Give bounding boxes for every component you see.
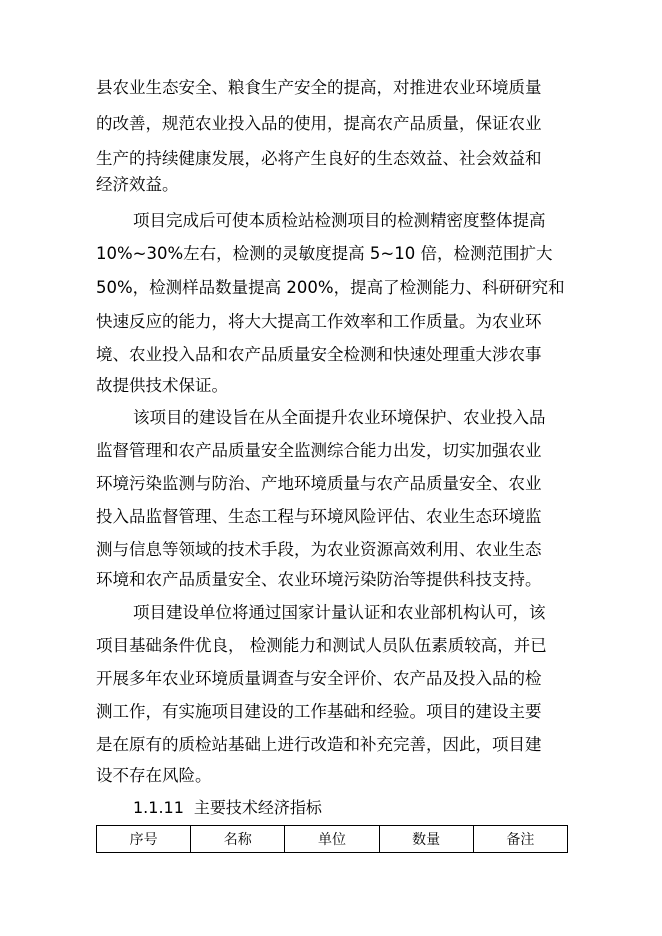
section-heading (133, 798, 322, 818)
paragraph-2-line-2: 10%~30%左右，检测的灵敏度提高 5~10 倍，检测范围扩大 (96, 244, 553, 263)
paragraph-4-line-1: 项目建设单位将通过国家计量认证和农业部机构认可，该 (133, 603, 546, 622)
paragraph-4-line-6: 设不存在风险。 (96, 766, 212, 785)
paragraph-2-line-3: 50%，检测样品数量提高 200%，提高了检测能力、科研研究和 (96, 278, 565, 297)
paragraph-4-line-3: 开展多年农业环境质量调查与安全评价、农产品及投入品的检 (96, 669, 542, 688)
paragraph-4-line-2: 项目基础条件优良， 检测能力和测试人员队伍素质较高，并已 (96, 636, 547, 655)
paragraph-3-line-3: 环境污染监测与防治、产地环境质量与农产品质量安全、农业 (96, 474, 542, 493)
technical-indicators-table (96, 825, 568, 853)
paragraph-2-line-4: 快速反应的能力，将大大提高工作效率和工作质量。为农业环 (96, 312, 542, 331)
paragraph-3-line-4: 投入品监督管理、生态工程与环境风险评估、农业生态环境监 (96, 507, 542, 526)
section-title: 主要技术经济指标 (193, 798, 322, 817)
paragraph-2-line-6: 故提供技术保证。 (96, 376, 228, 395)
section-number: 1.1.11 (133, 798, 184, 817)
column-header-quantity: 数量 (379, 826, 473, 853)
column-header-serial: 序号 (97, 826, 191, 853)
paragraph-4-line-5: 是在原有的质检站基础上进行改造和补充完善，因此，项目建 (96, 735, 542, 754)
paragraph-1-line-2: 的改善，规范农业投入品的使用，提高农产品质量，保证农业 (96, 114, 542, 133)
paragraph-3-line-6: 环境和农产品质量安全、农业环境污染防治等提供科技支持。 (96, 570, 542, 589)
column-header-remarks: 备注 (473, 826, 567, 853)
paragraph-3-line-2: 监督管理和农产品质量安全监测综合能力出发，切实加强农业 (96, 441, 542, 460)
paragraph-1-line-4: 经济效益。 (96, 175, 179, 194)
column-header-name: 名称 (191, 826, 285, 853)
paragraph-3-line-1: 该项目的建设旨在从全面提升农业环境保护、农业投入品 (133, 408, 546, 427)
paragraph-1-line-1: 县农业生态安全、粮食生产安全的提高，对推进农业环境质量 (96, 78, 542, 97)
paragraph-3-line-5: 测与信息等领域的技术手段，为农业资源高效利用、农业生态 (96, 540, 542, 559)
paragraph-2-line-5: 境、农业投入品和农产品质量安全检测和快速处理重大涉农事 (96, 345, 542, 364)
paragraph-2-line-1: 项目完成后可使本质检站检测项目的检测精密度整体提高 (133, 211, 546, 230)
paragraph-1-line-3: 生产的持续健康发展，必将产生良好的生态效益、社会效益和 (96, 149, 542, 168)
table-header-row (97, 826, 568, 853)
column-header-unit: 单位 (285, 826, 379, 853)
paragraph-4-line-4: 测工作，有实施项目建设的工作基础和经验。项目的建设主要 (96, 702, 542, 721)
